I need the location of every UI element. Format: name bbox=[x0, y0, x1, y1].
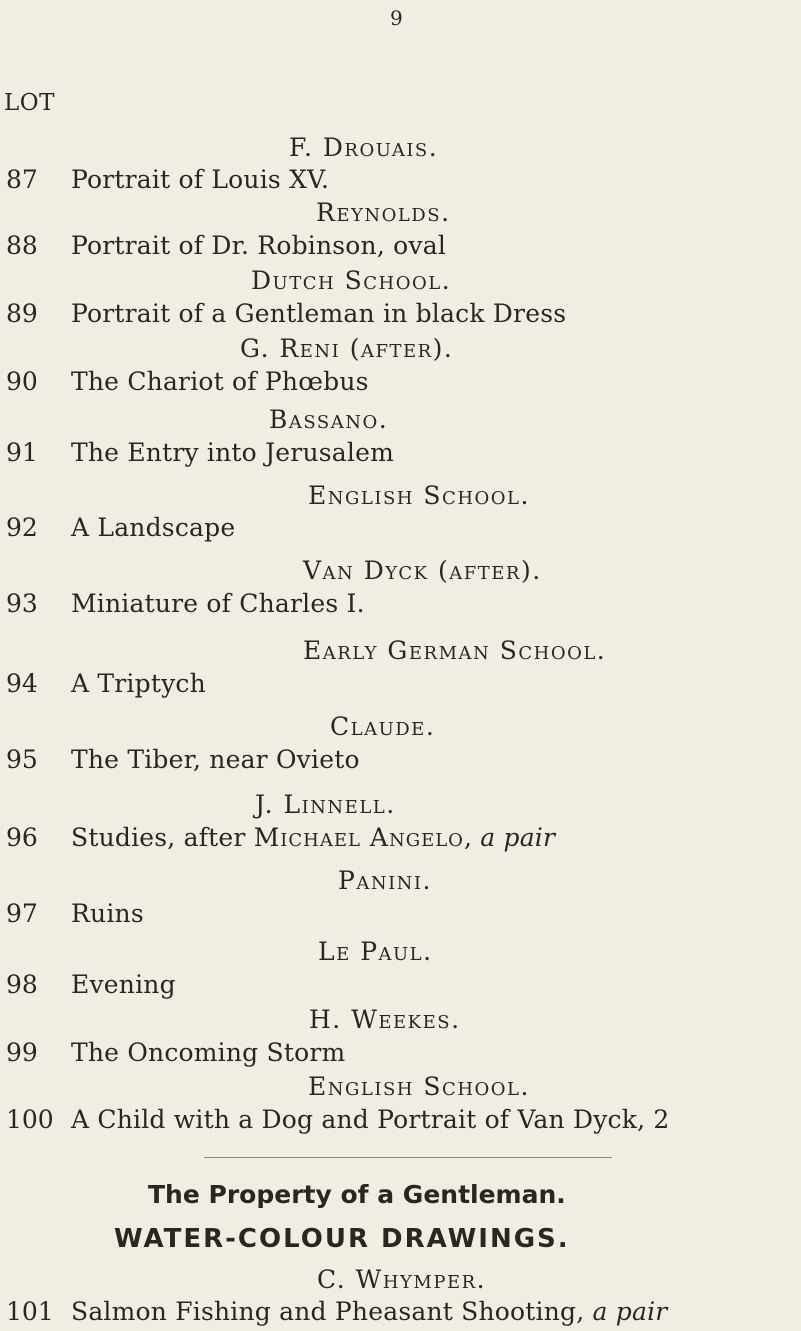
lot-number: 94 bbox=[6, 669, 38, 698]
lot-number: 93 bbox=[6, 589, 38, 618]
property-owner-line: The Property of a Gentleman. bbox=[148, 1180, 566, 1209]
lot-number: 100 bbox=[6, 1105, 54, 1134]
artist-name: F. Drouais. bbox=[289, 133, 439, 162]
artist-name: Le Paul. bbox=[318, 937, 433, 966]
lot-title-text: Salmon Fishing and Pheasant Shooting, bbox=[71, 1297, 593, 1326]
lot-number: 95 bbox=[6, 745, 38, 774]
artist-name: Dutch School. bbox=[251, 266, 452, 295]
artist-name: Bassano. bbox=[269, 405, 389, 434]
lot-title: Evening bbox=[71, 970, 176, 999]
lot-number: 98 bbox=[6, 970, 38, 999]
lot-title-qualifier: a pair bbox=[480, 823, 556, 852]
lot-number: 89 bbox=[6, 299, 38, 328]
artist-name: Claude. bbox=[330, 712, 436, 741]
artist-name: English School. bbox=[308, 1072, 530, 1101]
section-heading: WATER-COLOUR DRAWINGS. bbox=[114, 1224, 570, 1254]
lot-number: 97 bbox=[6, 899, 38, 928]
artist-name: English School. bbox=[308, 481, 530, 510]
lot-title bbox=[71, 1297, 667, 1326]
artist-name: C. Whymper. bbox=[317, 1265, 487, 1294]
lot-title: A Landscape bbox=[71, 513, 236, 542]
lot-number: 92 bbox=[6, 513, 38, 542]
lot-number: 87 bbox=[6, 165, 38, 194]
lot-title-text: Studies, after bbox=[71, 823, 254, 852]
lot-title: A Triptych bbox=[71, 669, 206, 698]
lot-title: Ruins bbox=[71, 899, 144, 928]
referenced-artist: Michael Angelo bbox=[253, 823, 464, 852]
artist-name: Early German School. bbox=[303, 636, 607, 665]
lot-title: The Oncoming Storm bbox=[71, 1038, 346, 1067]
lot-title: Portrait of Louis XV. bbox=[71, 165, 330, 194]
lot-title: The Tiber, near Ovieto bbox=[71, 745, 360, 774]
artist-name: J. Linnell. bbox=[255, 790, 396, 819]
lot-title-qualifier: a pair bbox=[592, 1297, 668, 1326]
artist-name: H. Weekes. bbox=[309, 1005, 461, 1034]
section-divider bbox=[204, 1157, 612, 1158]
lot-title: Miniature of Charles I. bbox=[71, 589, 365, 618]
lot-number: 99 bbox=[6, 1038, 38, 1067]
lot-title-separator: , bbox=[463, 823, 481, 852]
lot-column-header: LOT bbox=[4, 90, 55, 116]
lot-number: 101 bbox=[6, 1297, 54, 1326]
lot-title: The Chariot of Phœbus bbox=[71, 367, 369, 396]
lot-title bbox=[71, 823, 555, 852]
artist-name: Panini. bbox=[338, 866, 432, 895]
artist-name: G. Reni (after). bbox=[240, 334, 454, 363]
lot-title: Portrait of a Gentleman in black Dress bbox=[71, 299, 567, 328]
lot-number: 90 bbox=[6, 367, 38, 396]
lot-number: 96 bbox=[6, 823, 38, 852]
artist-name: Reynolds. bbox=[316, 198, 451, 227]
artist-name: Van Dyck (after). bbox=[303, 556, 542, 585]
lot-number: 88 bbox=[6, 231, 38, 260]
lot-title: A Child with a Dog and Portrait of Van Dyck, 2 bbox=[71, 1105, 670, 1134]
lot-number: 91 bbox=[6, 438, 38, 467]
page-number: 9 bbox=[390, 6, 403, 30]
lot-title: The Entry into Jerusalem bbox=[71, 438, 394, 467]
lot-title: Portrait of Dr. Robinson, oval bbox=[71, 231, 447, 260]
